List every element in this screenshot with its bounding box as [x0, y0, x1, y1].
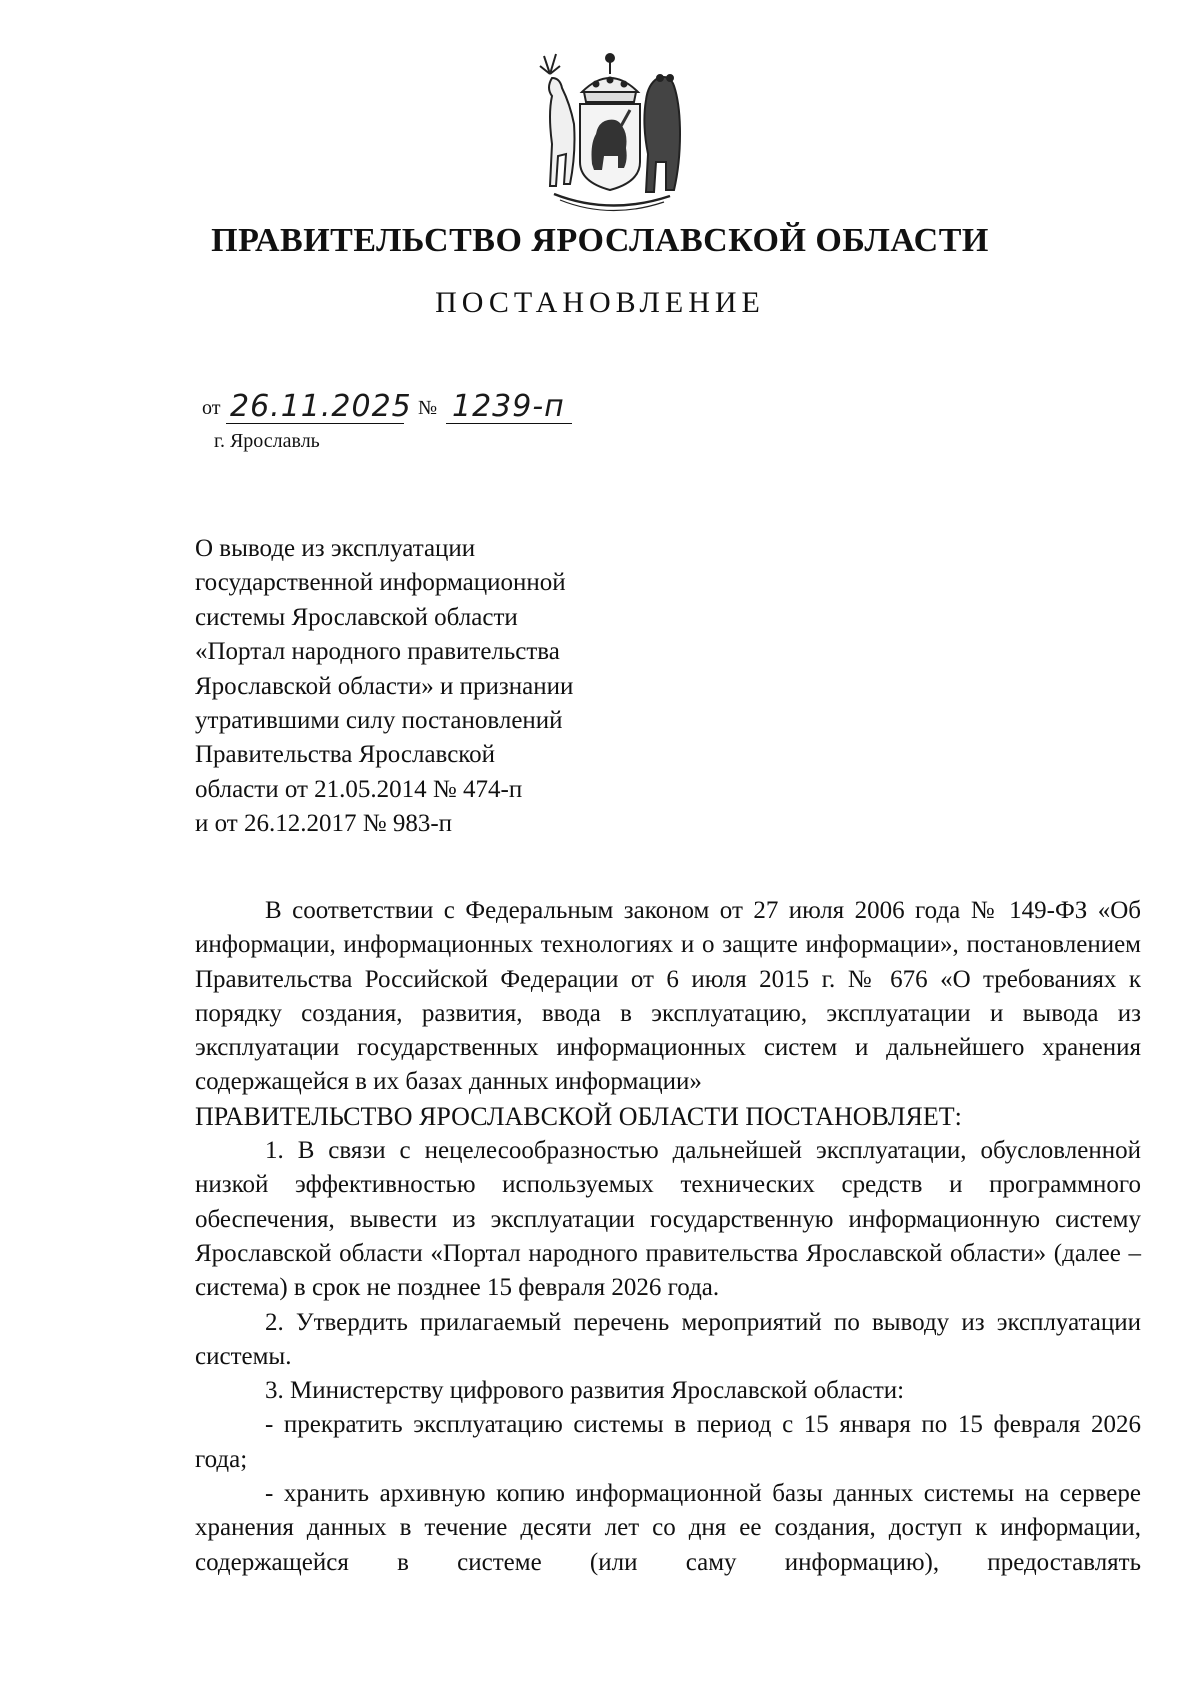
crown-icon: [582, 54, 638, 102]
item-2-paragraph: 2. Утвердить прилагаемый перечень мероприятий по выводу из эксплуатации системы.: [195, 1308, 1141, 1370]
subject-line: О выводе из эксплуатации: [195, 535, 476, 562]
item-1-paragraph: 1. В связи с нецелесообразностью дальнейшей эксплуатации, обусловленной низкой эффективностью используемых технических средств и программного обеспечения, вывести из эксплуатации государственную информационную систему Ярославской области «Портал народного правительства Ярославской области» (далее – система) в срок не позднее 15 февраля 2026 года.: [195, 1137, 1141, 1302]
bear-supporter-icon: [644, 75, 680, 192]
item-3a-paragraph: - прекратить эксплуатацию системы в период с 15 января по 15 февраля 2026 года;: [195, 1411, 1141, 1473]
organization-title: ПРАВИТЕЛЬСТВО ЯРОСЛАВСКОЙ ОБЛАСТИ: [211, 222, 989, 259]
document-type: ПОСТАНОВЛЕНИЕ: [435, 286, 765, 319]
item-3-paragraph: 3. Министерству цифрового развития Ярославской области:: [265, 1377, 905, 1405]
handwritten-number: 1239-п: [452, 389, 565, 424]
deer-supporter-icon: [540, 54, 575, 186]
subject-line: Правительства Ярославской: [195, 741, 496, 769]
preamble-paragraph: В соответствии с Федеральным законом от 27 июля 2006 года № 149-ФЗ «Об информации, информационных технологиях и о защите информации», постановлением Правительства Российской Федерации от 6 июля 2015 г. № 676 «О требованиях к порядку создания, развития, ввода в эксплуатацию, эксплуатации и вывода из эксплуатации государственных информационных систем и дальнейшего хранения содержащейся в их базах данных информации»: [195, 897, 1141, 1096]
date-prefix: от: [202, 397, 221, 419]
decree-heading: ПРАВИТЕЛЬСТВО ЯРОСЛАВСКОЙ ОБЛАСТИ ПОСТАНОВЛЯЕТ:: [195, 1101, 962, 1131]
document-body: [195, 894, 1141, 1580]
subject-line: области от 21.05.2014 № 474-п: [195, 775, 523, 803]
subject-line: государственной информационной: [195, 569, 566, 597]
handwritten-date: 26.11.2025: [230, 389, 412, 424]
subject-line: и от 26.12.2017 № 983-п: [195, 810, 453, 838]
number-prefix: №: [418, 397, 438, 419]
coat-of-arms-emblem: [530, 44, 690, 216]
subject-line: «Портал народного правительства: [195, 638, 560, 666]
document-subject: [195, 532, 655, 842]
subject-line: утратившими силу постановлений: [195, 707, 563, 735]
subject-line: Ярославской области» и признании: [195, 672, 574, 700]
subject-line: системы Ярославской области: [195, 603, 518, 631]
item-3b-paragraph: - хранить архивную копию информационной базы данных системы на сервере хранения данных в течение десяти лет со дня ее создания, доступ к информации, содержащейся в системе (или саму информацию), предоставлять: [195, 1480, 1141, 1576]
city-name: г. Ярославль: [214, 430, 320, 452]
